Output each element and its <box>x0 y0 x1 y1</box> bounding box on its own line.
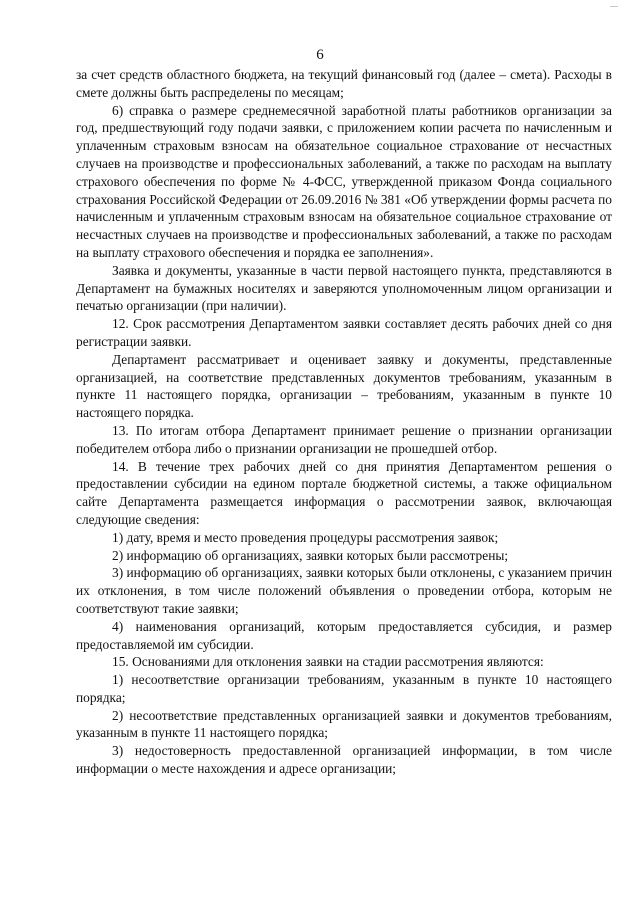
paragraph-documents-submission: Заявка и документы, указанные в части первой настоящего пункта, представляются в Департамент на бумажных носителях и заверяются уполномоченным лицом организации и печатью организации (при наличии). <box>76 262 612 314</box>
paragraph-department-review: Департамент рассматривает и оценивает заявку и документы, представленные организацией, на соответствие представленных документов требованиям, указанным в пункте 11 настоящего порядка, организации – требованиям, указанным в пункте 10 настоящего порядка. <box>76 351 612 421</box>
paragraph-continuation-smeta: за счет средств областного бюджета, на текущий финансовый год (далее – смета). Расходы в смете должны быть распределены по месяцам; <box>76 67 612 100</box>
list-item-15-2: 2) несоответствие представленных организацией заявки и документов требованиям, указанным в пункте 11 настоящего порядка; <box>76 707 612 741</box>
list-item-14-2: 2) информацию об организациях, заявки которых были рассмотрены; <box>112 547 509 563</box>
paragraph-15-rejection-grounds: 15. Основаниями для отклонения заявки на стадии рассмотрения являются: <box>112 654 544 670</box>
paragraph-item-6-salary-certificate: 6) справка о размере среднемесячной заработной платы работников организации за год, предшествующий году подачи заявки, с приложением копии расчета по начисленным и уплаченным страховым взносам на обязательное социальное страхование от несчастных случаев на производстве и профессиональных заболеваний, а также по расходам на выплату страхового обеспечения по форме № 4-ФСС, утвержденной приказом Фонда социального страхования Российской Федерации от 26.09.2016 № 381 «Об утверждении формы расчета по начисленным и уплаченным страховым взносам на обязательное социальное страхование от несчастных случаев на производстве и профессиональных заболеваний, а также по расходам на выплату страхового обеспечения и порядка ее заполнения». <box>76 102 612 260</box>
list-item-14-3: 3) информацию об организациях, заявки которых были отклонены, с указанием причин их отклонения, в том числе положений объявления о проведении отбора, которым не соответствуют такие заявки; <box>76 565 612 616</box>
list-item-15-3: 3) недостоверность предоставленной организацией информации, в том числе информации о месте нахождения и адресе организации; <box>76 743 612 777</box>
list-item-15-1: 1) несоответствие организации требованиям, указанным в пункте 10 настоящего порядка; <box>76 672 612 705</box>
list-item-14-1: 1) дату, время и место проведения процедуры рассмотрения заявок; <box>112 529 499 545</box>
paragraph-13-selection-results: 13. По итогам отбора Департамент принимает решение о признании организации победителем отбора либо о признании организации не прошедшей отбор. <box>76 422 612 456</box>
list-item-14-4: 4) наименования организаций, которым предоставляется субсидия, и размер предоставляемой им субсидии. <box>76 618 612 652</box>
scan-corner-mark <box>610 6 618 10</box>
page-number: 6 <box>316 47 324 63</box>
paragraph-14-publication: 14. В течение трех рабочих дней со дня принятия Департаментом решения о предоставлении субсидии на едином портале бюджетной системы, а также официальном сайте Департамента размещается информация о рассмотрении заявок, включающая следующие сведения: <box>76 458 612 527</box>
paragraph-12-review-period: 12. Срок рассмотрения Департаментом заявки составляет десять рабочих дней со дня регистрации заявки. <box>76 316 612 349</box>
document-body <box>76 66 612 778</box>
